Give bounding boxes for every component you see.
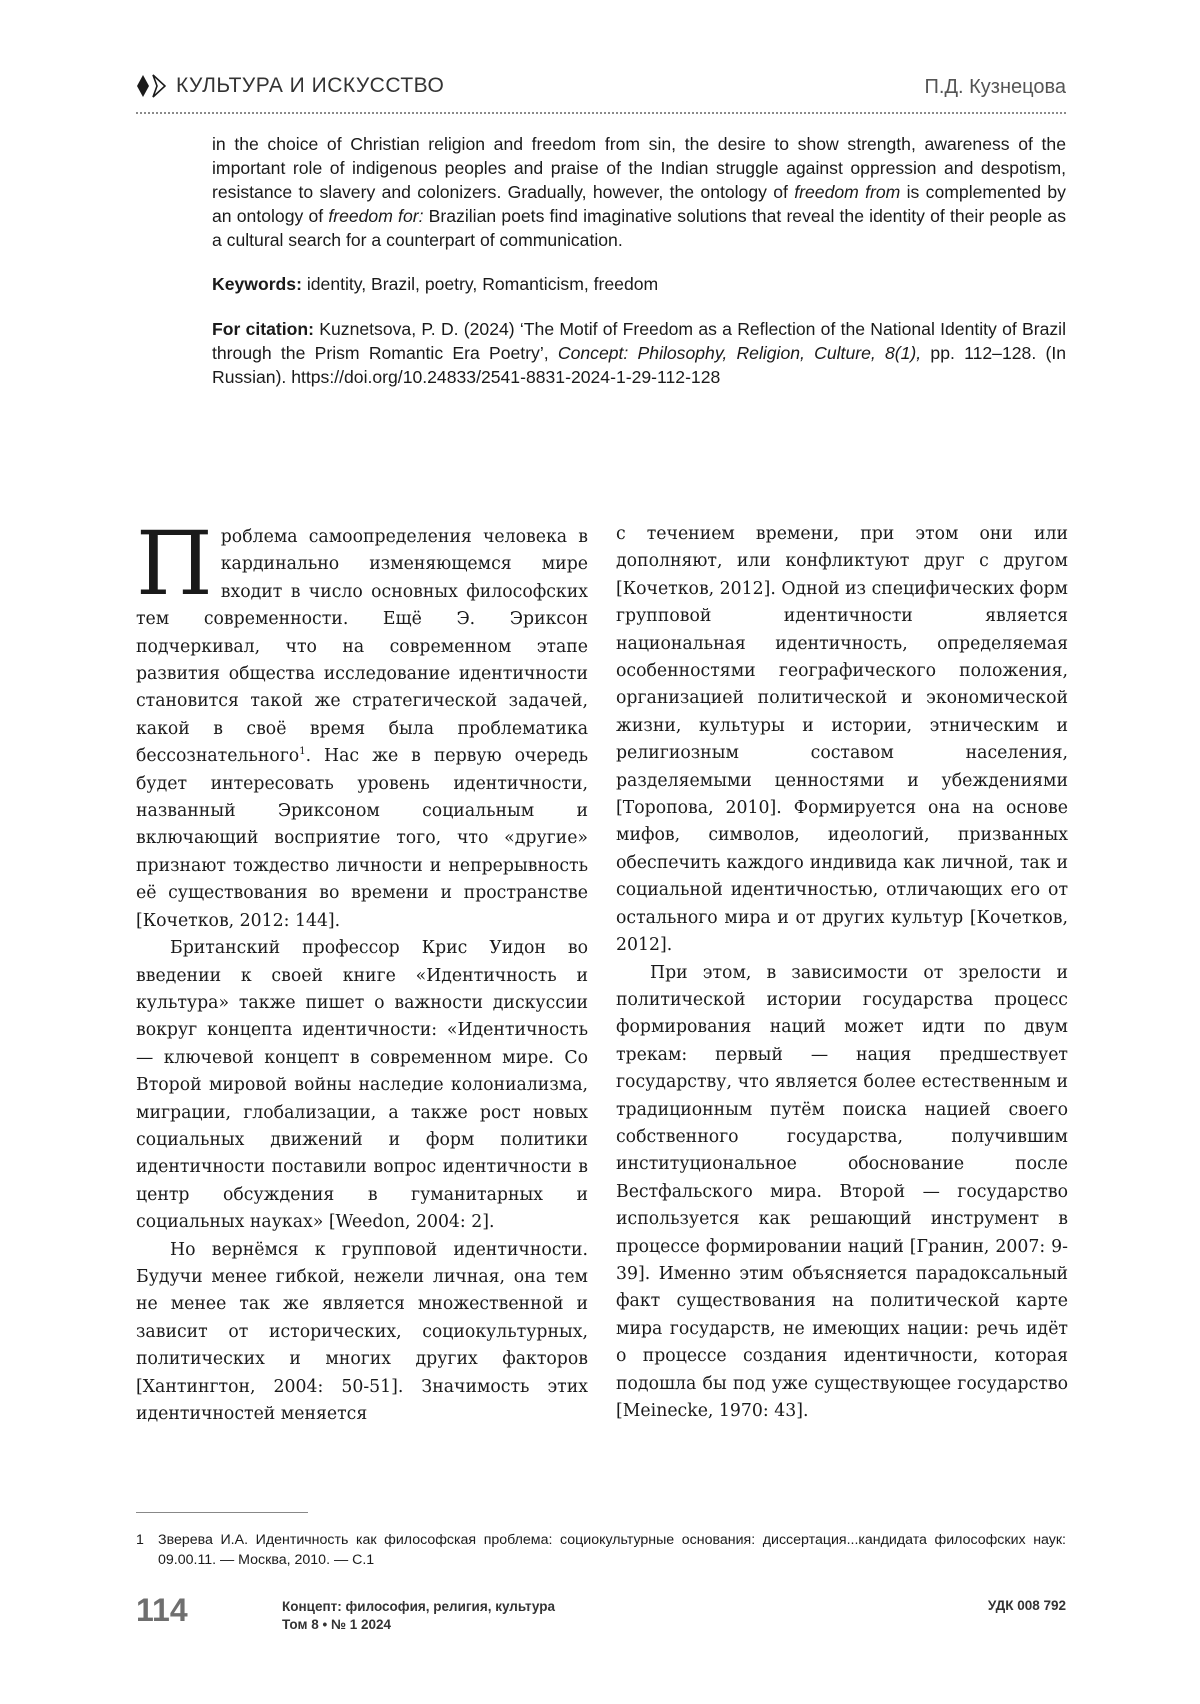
running-header	[136, 74, 1066, 108]
citation-text: Kuznetsova, P. D. (2024) ‘The Motif of Freedom as a Reflection of the National Identity of Brazil through the Prism Romantic Era Poetry’,	[212, 319, 1066, 363]
keywords-label: Keywords:	[212, 274, 302, 294]
footnote-text: Зверева И.А. Идентичность как философская проблема: социокультурные основания: диссертация...кандидата философских наук: 09.00.11. — Москва, 2010. — С.1	[158, 1532, 1066, 1568]
abstract-text: in the choice of Christian religion and freedom from sin, the desire to show strength, awareness of the important role of indigenous peoples and praise of the Indian struggle against oppression and despotism, resistance to slavery and colonizers. Gradually, however, the ontology of	[212, 134, 1066, 202]
journal-logo-icon	[136, 74, 166, 98]
paragraph: При этом, в зависимости от зрелости и политической истории государства процесс формирования наций может идти по двум трекам: первый — нация предшествует государству, что является более естественным и традиционным путём поиска нацией своего собственного государства, получившим институциональное обоснование после Вестфальского мира. Второй — государство используется как решающий инструмент в процессе формировании наций [Гранин, 2007: 9-39]. Именно этим объясняется парадоксальный факт существования на политической карте мира государств, не имеющих нации: речь идёт о процессе создания идентичности, которая подошла бы под уже существующее государство [Meinecke, 1970: 43].	[616, 962, 1068, 1421]
paragraph: Британский профессор Крис Уидон во введении к своей книге «Идентичность и культура» также пишет о важности дискуссии вокруг концепта идентичности: «Идентичность — ключевой концепт в современном мире. Со Второй мировой войны наследие колониализма, миграции, глобализации, а также рост новых социальных движений и форм политики идентичности поставили вопрос идентичности в центр обсуждения в гуманитарных и социальных науках» [Weedon, 2004: 2].	[136, 938, 588, 1233]
citation	[212, 317, 1066, 389]
citation-journal: Concept: Philosophy, Religion, Culture, 8(1),	[557, 343, 922, 363]
abstract-italic: freedom from	[794, 182, 901, 202]
page-number: 114	[136, 1592, 188, 1628]
abstract-text: is complemented by an ontology of	[212, 182, 1066, 226]
paragraph: Но вернёмся к групповой идентичности. Будучи менее гибкой, нежели личная, она тем не менее так же является множественной и зависит от исторических, социокультурных, политических и многих других факторов [Хантингтон, 2004: 50-51]. Значимость этих идентичностей меняется	[136, 1239, 588, 1424]
journal-info	[282, 1598, 555, 1634]
paragraph-text: . Нас же в первую очередь будет интересовать уровень идентичности, названный Эриксоном социальным и включающий восприятие того, что «другие» признают тождество личности и непрерывность её существования во времени и пространстве [Кочетков, 2012: 144].	[136, 746, 588, 931]
udk-code: УДК 008 792	[987, 1598, 1066, 1613]
body-column-left	[136, 512, 588, 1428]
citation-label: For citation:	[212, 319, 315, 339]
keywords-text: identity, Brazil, poetry, Romanticism, freedom	[301, 274, 659, 294]
abstract-text: Brazilian poets find imaginative solutions that reveal the identity of their people as a cultural search for a counterpart of communication.	[212, 206, 1066, 250]
paragraph-text: роблема самоопределения человека в кардинально изменяющемся мире входит в число основных философских тем современности. Ещё Э. Эриксон подчеркивал, что на современном этапе развития общества исследование идентичности становится такой же стратегической задачей, какой в своё время была проблематика бессознательного	[136, 527, 588, 767]
footnote-number: 1	[136, 1532, 144, 1548]
header-section	[136, 74, 444, 98]
abstract	[212, 132, 1066, 252]
footnote	[136, 1530, 1066, 1570]
paragraph	[136, 512, 588, 935]
drop-cap: П	[136, 512, 213, 615]
header-divider	[136, 112, 1066, 114]
footnote-ref[interactable]: 1	[299, 746, 306, 758]
journal-issue: Том 8 • № 1 2024	[282, 1617, 392, 1632]
journal-title: Концепт: философия, религия, культура	[282, 1599, 556, 1614]
body-column-right	[616, 521, 1068, 1425]
keywords	[212, 272, 1066, 296]
citation-doi[interactable]: pp. 112–128. (In Russian). https://doi.org/10.24833/2541-8831-2024-1-29-112-128	[212, 343, 1066, 387]
header-author: П.Д. Кузнецова	[924, 76, 1066, 98]
section-title: КУЛЬТУРА И ИСКУССТВО	[176, 74, 445, 97]
footnote-divider	[136, 1512, 308, 1513]
abstract-italic: freedom for:	[328, 206, 424, 226]
paragraph: с течением времени, при этом они или дополняют, или конфликтуют друг с другом [Кочетков, 2012]. Одной из специфических форм групповой идентичности является национальная идентичность, определяемая особенностями географического положения, организацией политической и экономической жизни, культуры и истории, этническим и религиозным составом населения, разделяемыми ценностями и убеждениями [Торопова, 2010]. Формируется она на основе мифов, символов, идеологий, призванных обеспечить каждого индивида как личной, так и социальной идентичностью, отличающих его от остального мира и от других культур [Кочетков, 2012].	[616, 524, 1068, 956]
